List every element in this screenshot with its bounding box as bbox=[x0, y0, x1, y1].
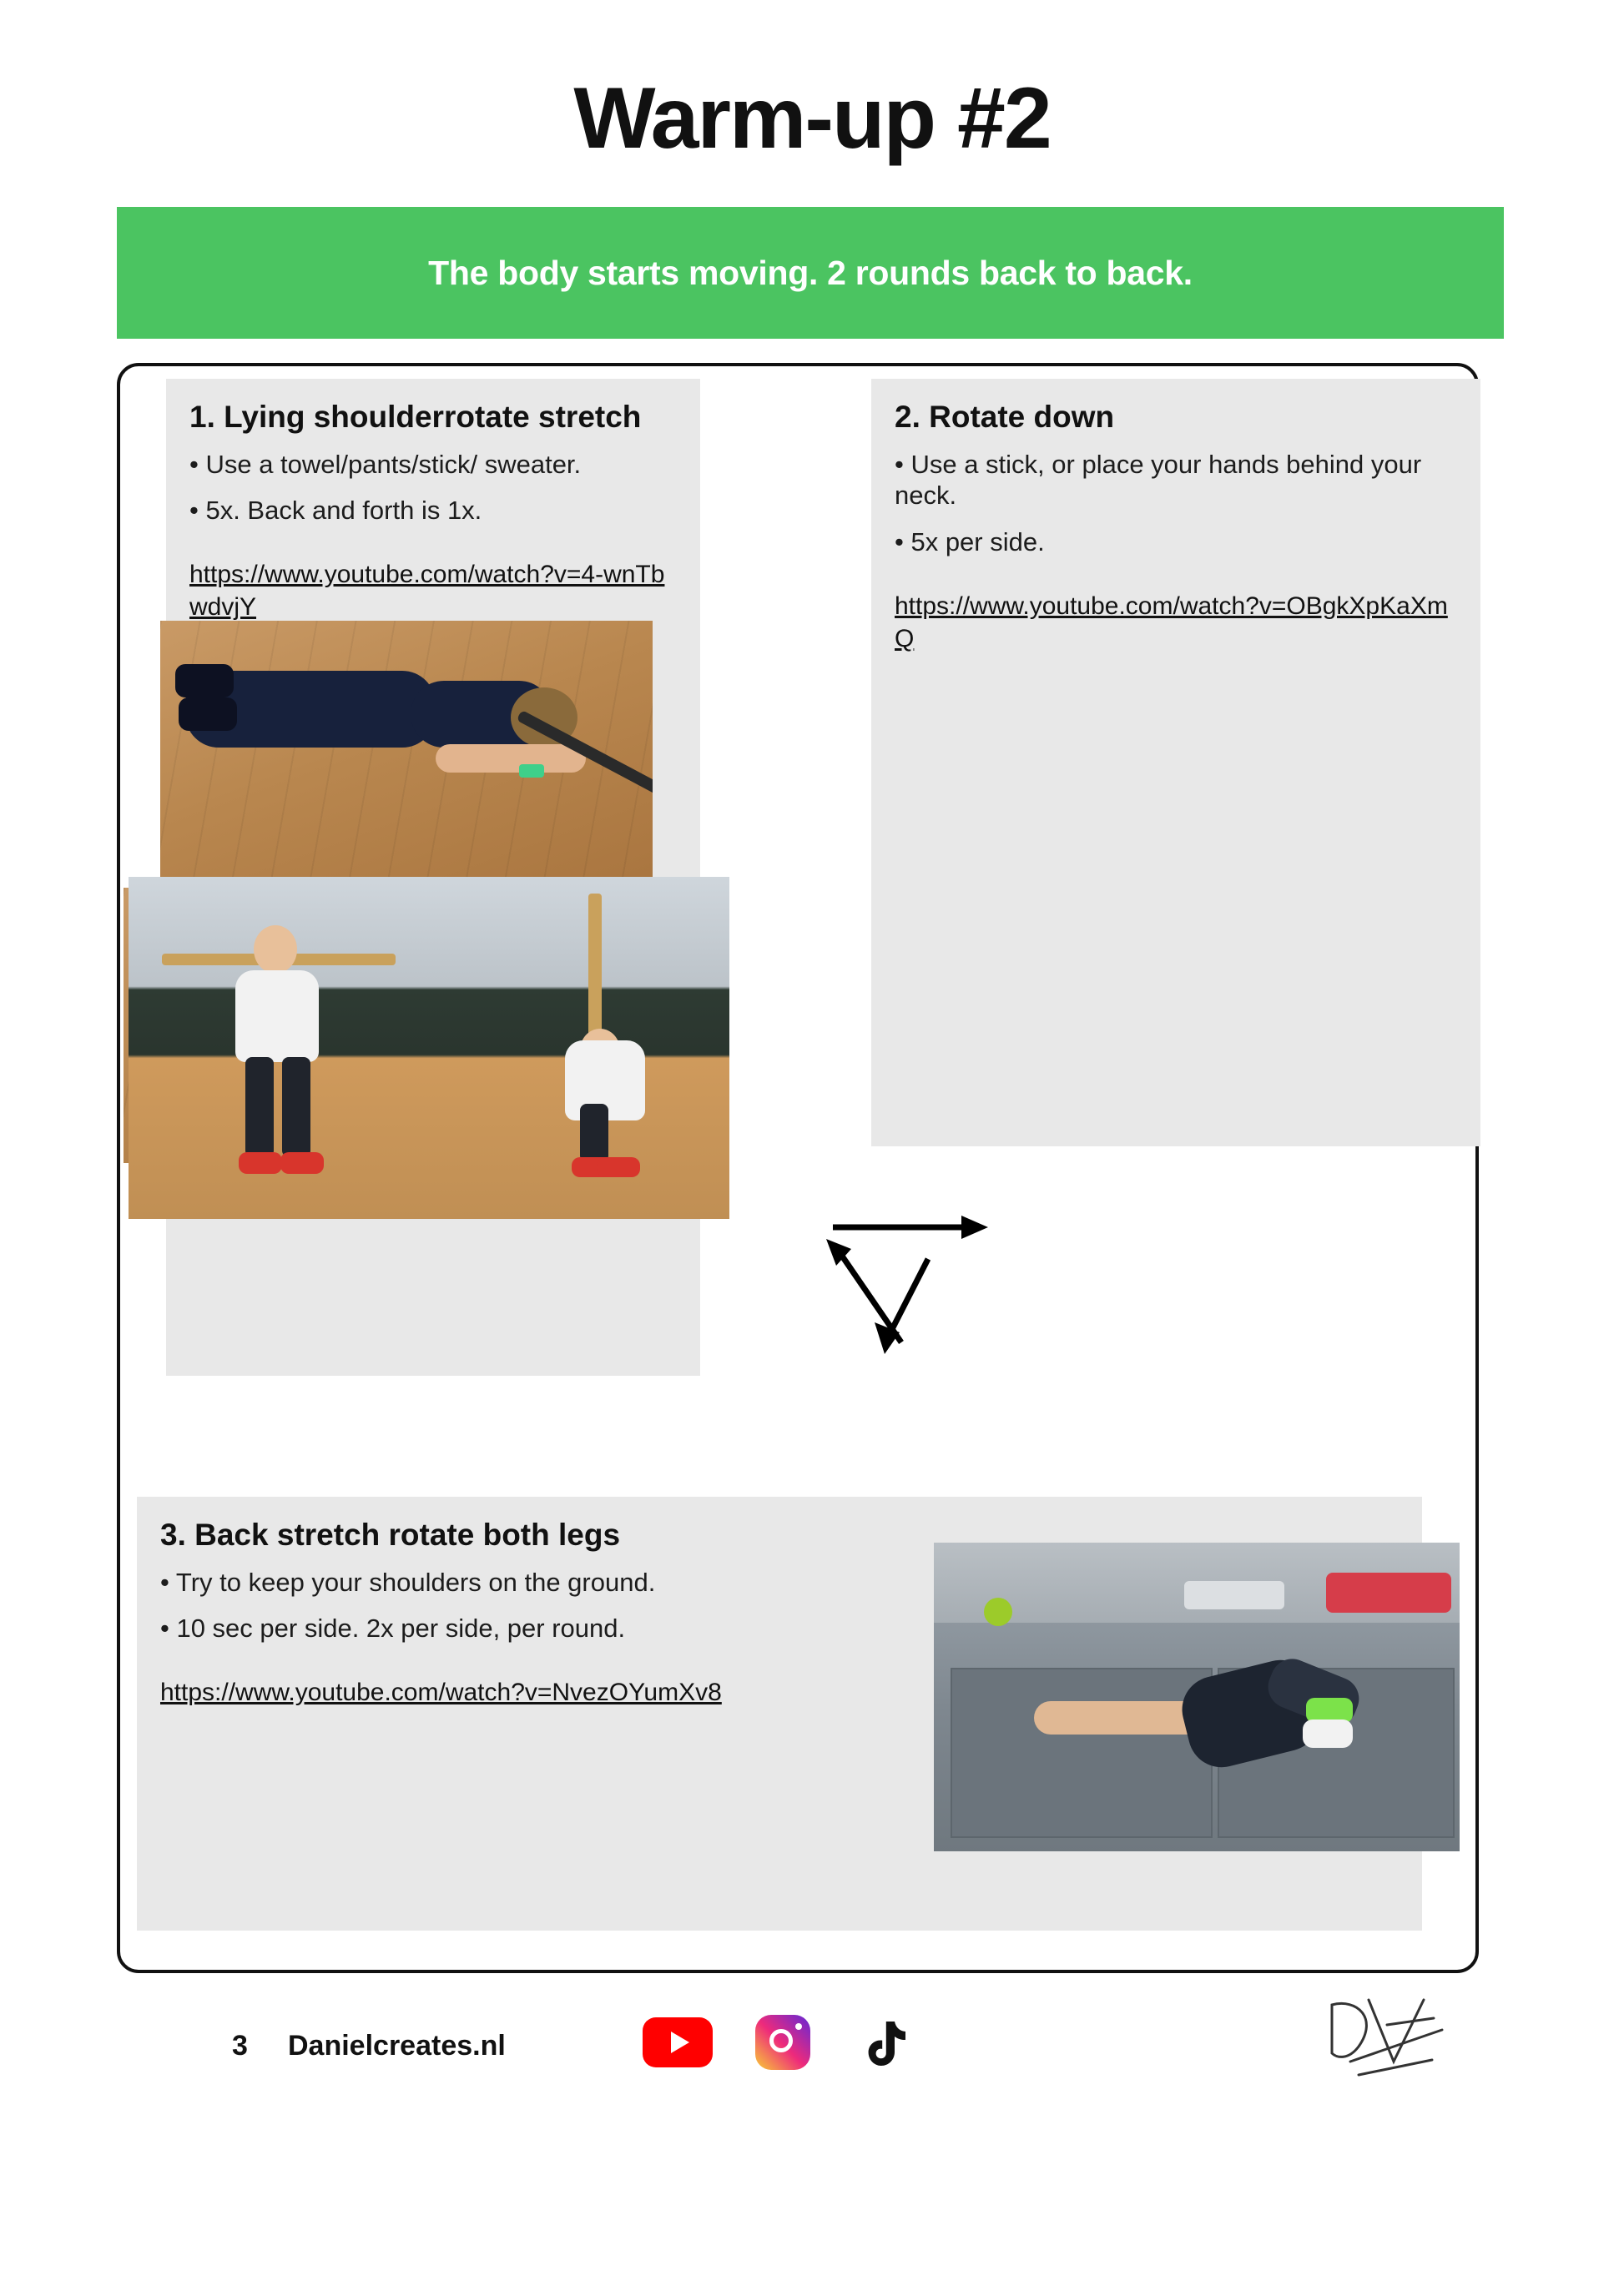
exercise-2-bullets bbox=[871, 436, 1480, 558]
exercise-3-bullet-1: • Try to keep your shoulders on the ground. bbox=[160, 1567, 656, 1597]
exercise-1-bullet-1: • Use a towel/pants/stick/ sweater. bbox=[189, 449, 582, 479]
exercise-2-bullet-1: • Use a stick, or place your hands behind your neck. bbox=[895, 449, 1422, 511]
signature-mark bbox=[1307, 1981, 1490, 2107]
exercise-2-video-link[interactable]: https://www.youtube.com/watch?v=OBgkXpKaXmQ bbox=[895, 592, 1448, 653]
exercise-1-bullets bbox=[166, 436, 700, 527]
social-links bbox=[643, 2015, 923, 2070]
banner-text: The body starts moving. 2 rounds back to back. bbox=[428, 253, 1193, 292]
arrow-down-right-line bbox=[890, 1259, 928, 1334]
exercise-2-bullet-2: • 5x per side. bbox=[895, 527, 1045, 557]
exercise-block-2 bbox=[871, 379, 1480, 1146]
arrow-right-head bbox=[961, 1216, 988, 1239]
exercise-3-title: 3. Back stretch rotate both legs bbox=[160, 1518, 621, 1552]
exercise-3-video-link[interactable]: https://www.youtube.com/watch?v=NvezOYumXv8 bbox=[160, 1679, 722, 1707]
exercise-3-bullet-2: • 10 sec per side. 2x per side, per round. bbox=[160, 1614, 626, 1644]
exercise-1-video-link[interactable]: https://www.youtube.com/watch?v=4-wnTbwdvjY bbox=[189, 561, 665, 622]
site-name: Danielcreates.nl bbox=[288, 2030, 506, 2062]
exercise-1-title: 1. Lying shoulderrotate stretch bbox=[189, 400, 642, 434]
arrow-up-left-line bbox=[840, 1252, 901, 1342]
exercise-card bbox=[117, 363, 1479, 1973]
exercise-1-photo-top bbox=[160, 621, 653, 888]
page-title: Warm-up #2 bbox=[573, 70, 1051, 167]
instagram-icon[interactable] bbox=[748, 2015, 818, 2070]
page-number: 3 bbox=[232, 2030, 248, 2062]
exercise-2-photo-left bbox=[129, 877, 425, 1219]
subtitle-banner bbox=[117, 207, 1504, 339]
youtube-icon[interactable] bbox=[643, 2015, 713, 2070]
exercise-2-photo-right bbox=[425, 877, 729, 1219]
exercise-block-3 bbox=[137, 1497, 1422, 1931]
footer bbox=[0, 2015, 1624, 2115]
flow-arrows bbox=[821, 1201, 1005, 1392]
exercise-1-bullet-2: • 5x. Back and forth is 1x. bbox=[189, 496, 482, 526]
exercise-2-title: 2. Rotate down bbox=[895, 400, 1115, 434]
exercise-3-photo bbox=[934, 1543, 1460, 1851]
tiktok-icon[interactable] bbox=[853, 2015, 923, 2070]
